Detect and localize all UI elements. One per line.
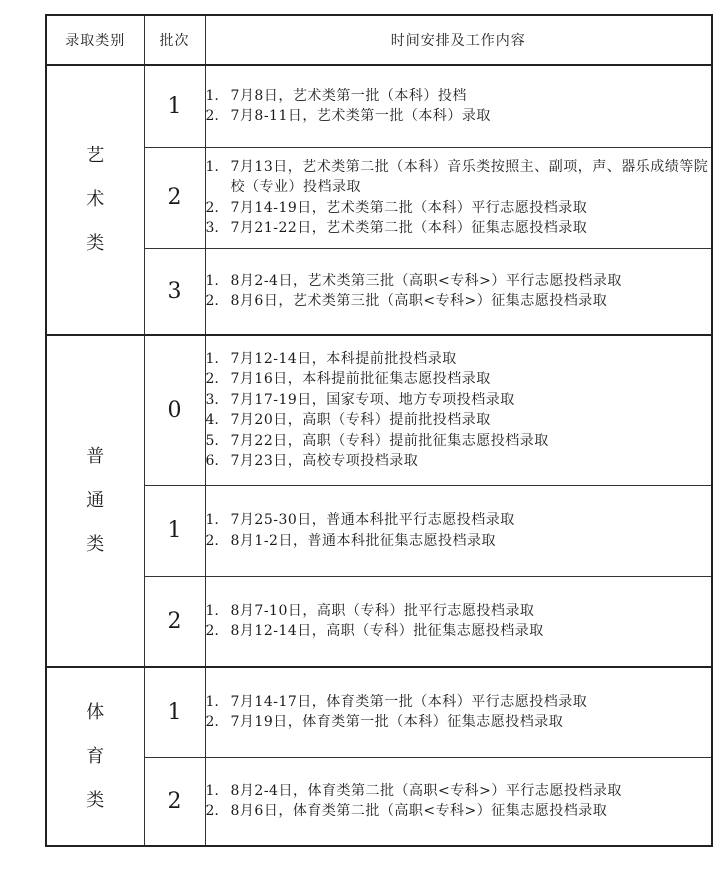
admission-schedule-table xyxy=(45,14,713,847)
list-item-text: 7月19日，体育类第一批（本科）征集志愿投档录取 xyxy=(230,714,564,731)
list-item-number: 2. xyxy=(205,532,219,549)
list-item xyxy=(206,218,712,239)
table-row xyxy=(46,248,712,335)
list-item-number: 3. xyxy=(205,391,219,408)
list-item-text: 8月7-10日，高职（专科）批平行志愿投档录取 xyxy=(230,602,535,619)
list-item-number: 2. xyxy=(205,714,219,731)
category-cell xyxy=(46,335,144,667)
list-item xyxy=(206,106,712,127)
category-cell xyxy=(46,667,144,846)
list-item-text: 7月23日，高校专项投档录取 xyxy=(230,453,419,470)
list-item xyxy=(206,157,712,198)
list-item xyxy=(206,431,712,452)
schedule-list xyxy=(206,86,712,127)
header-batch: 批次 xyxy=(144,15,205,65)
table-row xyxy=(46,667,712,757)
batch-cell: 1 xyxy=(144,485,205,576)
list-item-number: 2. xyxy=(205,371,219,388)
list-item-text: 7月8-11日，艺术类第一批（本科）录取 xyxy=(230,108,491,125)
table-row xyxy=(46,576,712,667)
list-item-number: 2. xyxy=(205,803,219,820)
header-category: 录取类别 xyxy=(46,15,144,65)
list-item-text: 7月25-30日，普通本科批平行志愿投档录取 xyxy=(230,512,515,528)
list-item-text: 8月2-4日，艺术类第三批（高职<专科>）平行志愿投档录取 xyxy=(230,272,622,289)
batch-cell: 2 xyxy=(144,147,205,248)
list-item-number: 2. xyxy=(205,293,219,310)
list-item-text: 7月20日，高职（专科）提前批投档录取 xyxy=(230,412,491,429)
batch-cell: 1 xyxy=(144,667,205,757)
list-item-number: 2. xyxy=(205,623,219,640)
list-item-number: 1. xyxy=(205,87,219,104)
batch-cell: 0 xyxy=(144,335,205,485)
batch-cell: 2 xyxy=(144,576,205,667)
list-item-text: 7月13日，艺术类第二批（本科）音乐类按照主、副项，声、器乐成绩等院校（专业）投档录取 xyxy=(230,158,709,195)
list-item-text: 7月12-14日，本科提前批投档录取 xyxy=(230,350,457,367)
list-item-number: 3. xyxy=(205,220,219,236)
schedule-list xyxy=(206,510,712,551)
list-item-text: 8月1-2日，普通本科批征集志愿投档录取 xyxy=(230,532,496,549)
list-item xyxy=(206,390,712,411)
list-item-text: 7月14-17日，体育类第一批（本科）平行志愿投档录取 xyxy=(230,693,588,710)
list-item-number: 1. xyxy=(205,272,219,289)
category-cell xyxy=(46,65,144,335)
list-item xyxy=(206,369,712,390)
schedule-content-cell xyxy=(205,667,712,757)
list-item-number: 1. xyxy=(205,602,219,619)
list-item-text: 7月17-19日，国家专项、地方专项投档录取 xyxy=(230,391,515,408)
list-item xyxy=(206,198,712,219)
schedule-content-cell xyxy=(205,485,712,576)
schedule-content-cell xyxy=(205,576,712,667)
list-item-text: 8月12-14日，高职（专科）批征集志愿投档录取 xyxy=(230,623,544,640)
schedule-content-cell xyxy=(205,335,712,485)
list-item xyxy=(206,712,712,733)
schedule-content-cell xyxy=(205,147,712,248)
list-item-number: 1. xyxy=(205,782,219,799)
list-item-text: 8月6日，艺术类第三批（高职<专科>）征集志愿投档录取 xyxy=(230,293,608,310)
schedule-list xyxy=(206,157,712,239)
list-item-number: 5. xyxy=(205,432,219,449)
batch-cell: 3 xyxy=(144,248,205,335)
table-row xyxy=(46,335,712,485)
list-item xyxy=(206,601,712,622)
schedule-list xyxy=(206,781,712,822)
schedule-content-cell xyxy=(205,757,712,846)
list-item xyxy=(206,692,712,713)
list-item-number: 1. xyxy=(205,350,219,367)
list-item xyxy=(206,451,712,472)
list-item-text: 7月22日，高职（专科）提前批征集志愿投档录取 xyxy=(230,432,549,449)
list-item-text: 7月21-22日，艺术类第二批（本科）征集志愿投档录取 xyxy=(230,220,588,236)
table-header-row xyxy=(46,15,712,65)
list-item xyxy=(206,86,712,107)
list-item xyxy=(206,801,712,822)
list-item-number: 1. xyxy=(205,512,219,528)
list-item-text: 8月2-4日，体育类第二批（高职<专科>）平行志愿投档录取 xyxy=(230,782,622,799)
list-item xyxy=(206,410,712,431)
list-item-text: 8月6日，体育类第二批（高职<专科>）征集志愿投档录取 xyxy=(230,803,608,820)
list-item-number: 4. xyxy=(205,412,219,429)
schedule-list xyxy=(206,349,712,472)
category-label: 普通类 xyxy=(86,446,105,555)
batch-cell: 2 xyxy=(144,757,205,846)
list-item xyxy=(206,271,712,292)
schedule-content-cell xyxy=(205,65,712,147)
schedule-list xyxy=(206,271,712,312)
list-item-text: 7月8日，艺术类第一批（本科）投档 xyxy=(230,87,467,104)
list-item-number: 2. xyxy=(205,199,219,216)
table-row xyxy=(46,485,712,576)
list-item-number: 1. xyxy=(205,693,219,710)
table-row xyxy=(46,757,712,846)
schedule-content-cell xyxy=(205,248,712,335)
table-row xyxy=(46,65,712,147)
list-item xyxy=(206,510,712,531)
list-item-number: 6. xyxy=(205,453,219,470)
header-content: 时间安排及工作内容 xyxy=(205,15,712,65)
table-row xyxy=(46,147,712,248)
category-label: 艺术类 xyxy=(86,145,105,254)
list-item xyxy=(206,531,712,552)
category-label: 体育类 xyxy=(86,701,105,811)
list-item xyxy=(206,781,712,802)
list-item xyxy=(206,621,712,642)
batch-cell: 1 xyxy=(144,65,205,147)
list-item-text: 7月14-19日，艺术类第二批（本科）平行志愿投档录取 xyxy=(230,199,588,216)
schedule-list xyxy=(206,692,712,733)
list-item-number: 2. xyxy=(205,108,219,125)
list-item xyxy=(206,349,712,370)
list-item-text: 7月16日，本科提前批征集志愿投档录取 xyxy=(230,371,491,388)
schedule-list xyxy=(206,601,712,642)
list-item-number: 1. xyxy=(205,158,219,175)
table-body xyxy=(46,65,712,846)
list-item xyxy=(206,291,712,312)
